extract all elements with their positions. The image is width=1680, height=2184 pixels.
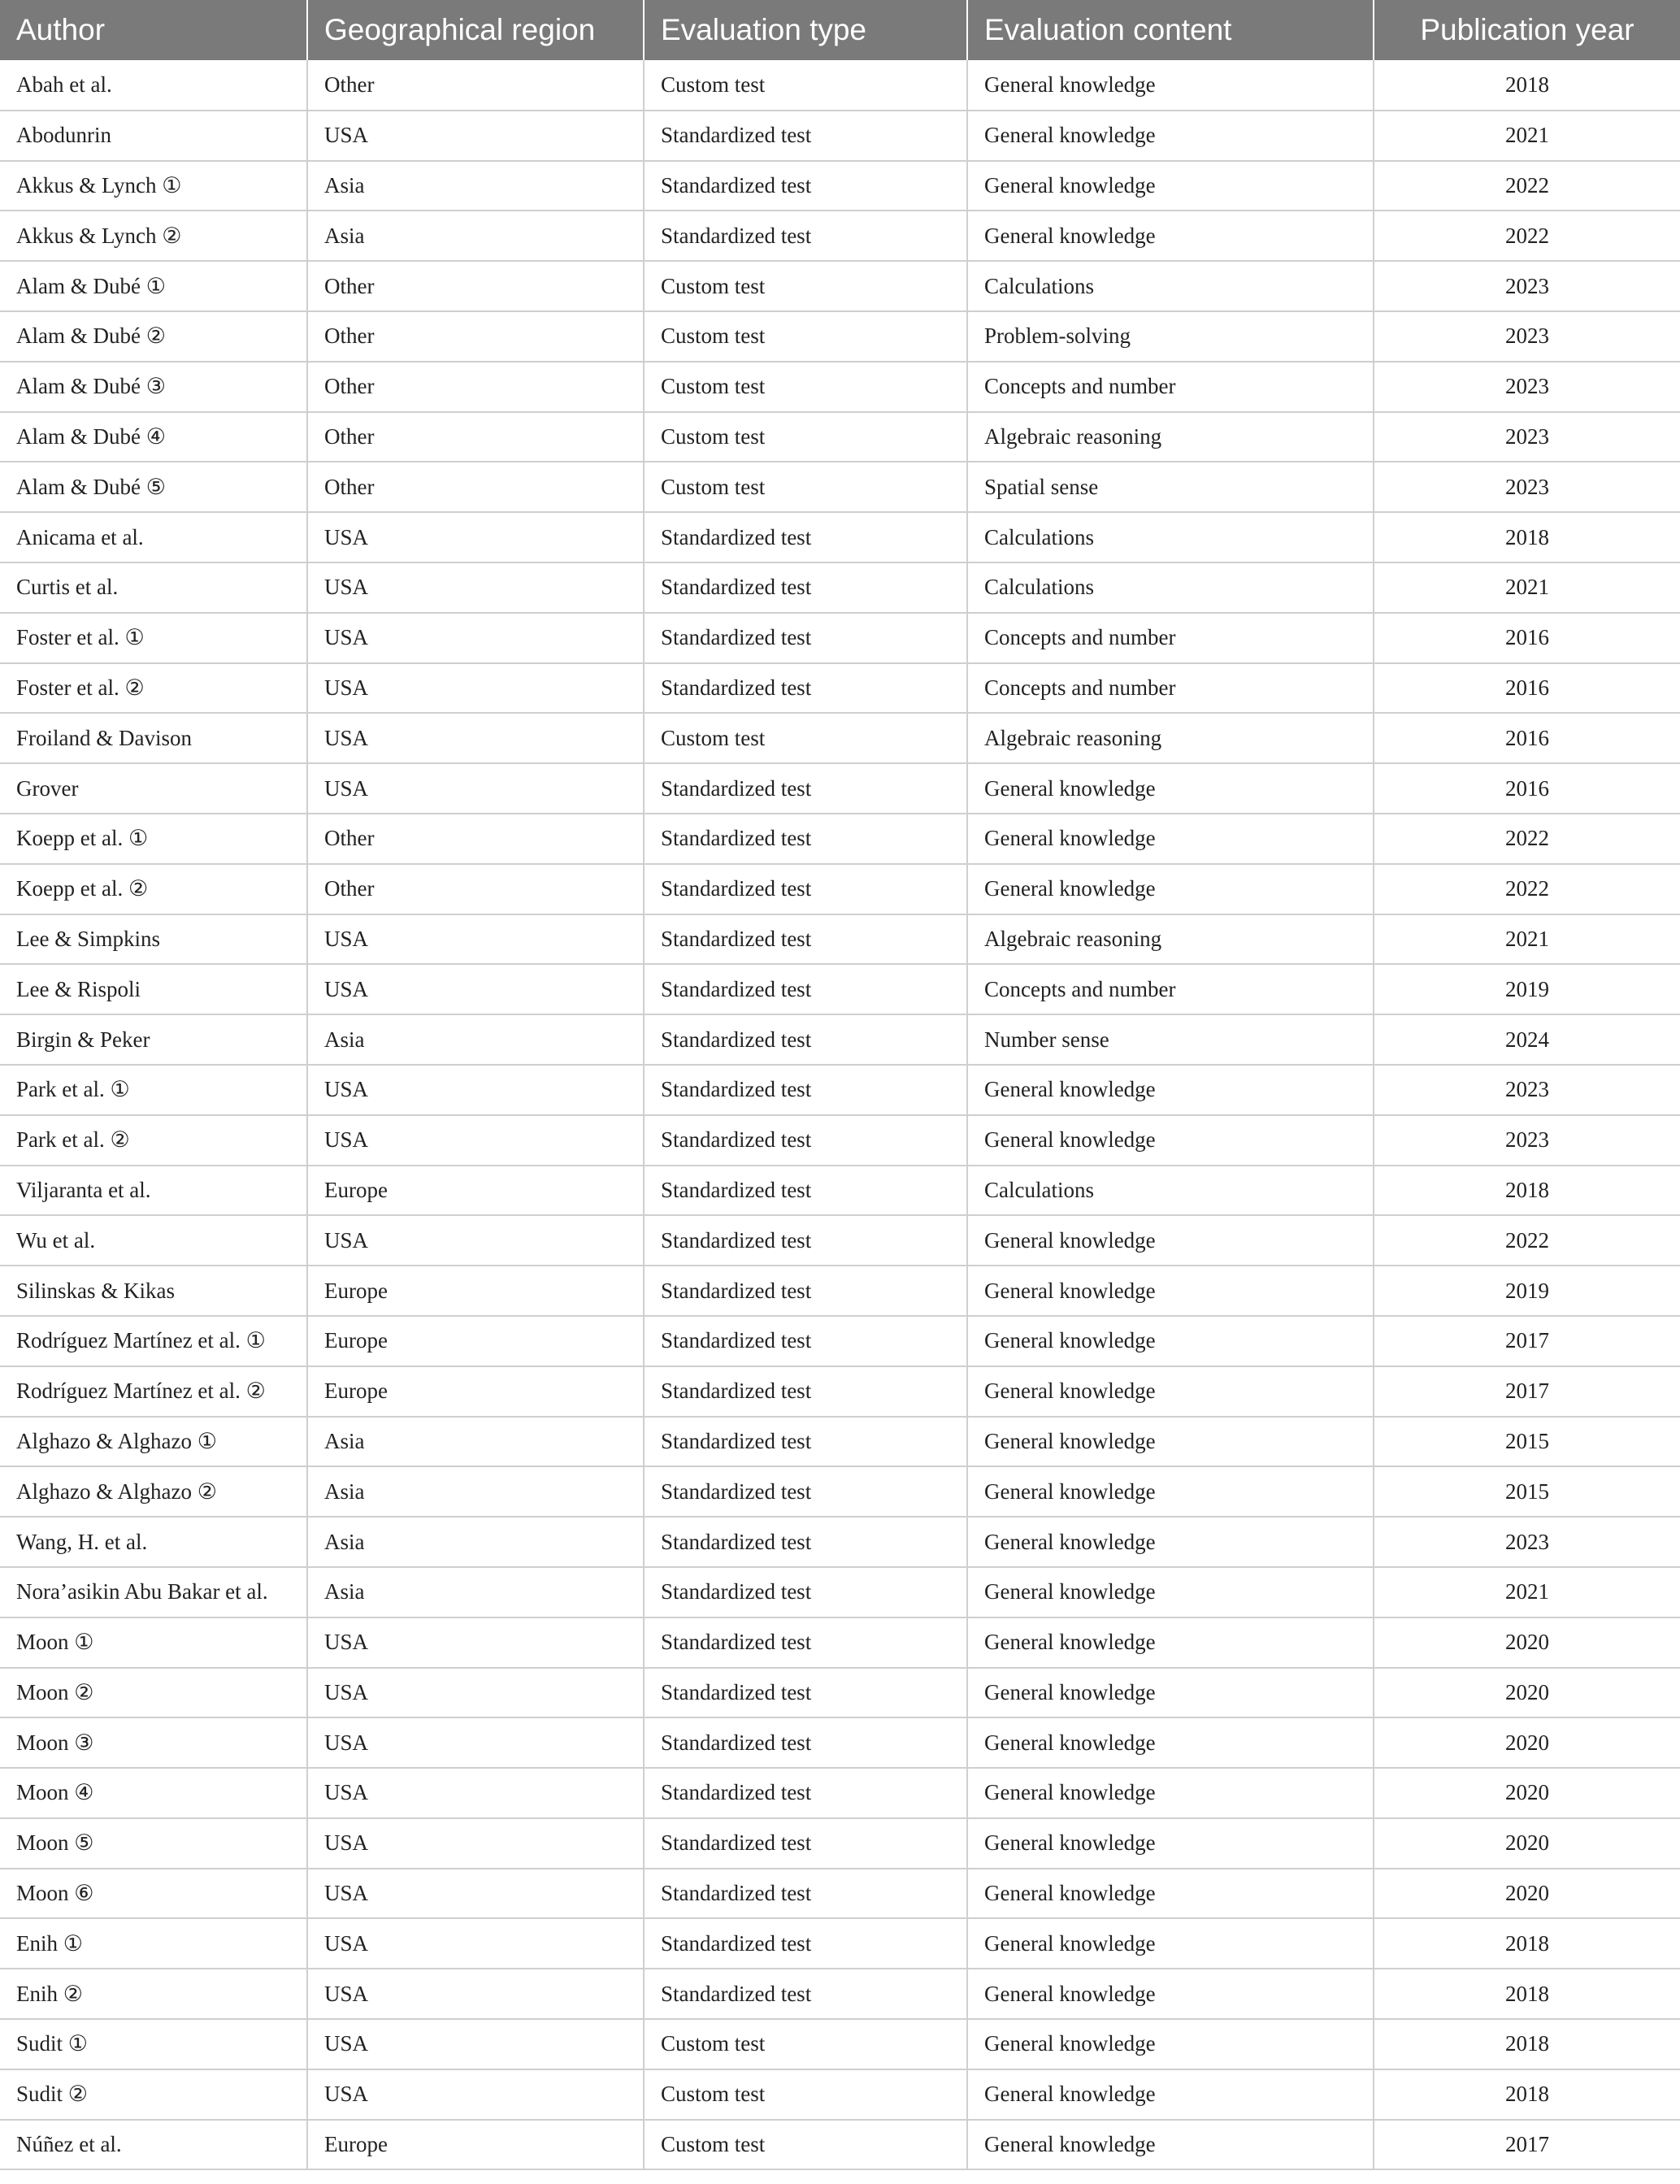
table-row bbox=[0, 964, 1680, 1014]
cell-evaluation-content: General knowledge bbox=[967, 814, 1374, 864]
cell-author: Moon ① bbox=[0, 1617, 307, 1668]
cell-region: Other bbox=[307, 412, 644, 462]
cell-region: USA bbox=[307, 111, 644, 161]
cell-evaluation-content: Algebraic reasoning bbox=[967, 914, 1374, 965]
cell-evaluation-content: General knowledge bbox=[967, 60, 1374, 111]
cell-evaluation-content: Algebraic reasoning bbox=[967, 412, 1374, 462]
cell-evaluation-type: Standardized test bbox=[644, 1717, 967, 1768]
cell-author: Abodunrin bbox=[0, 111, 307, 161]
table-row bbox=[0, 613, 1680, 663]
cell-region: USA bbox=[307, 1918, 644, 1969]
cell-author: Wu et al. bbox=[0, 1215, 307, 1266]
cell-author: Moon ⑥ bbox=[0, 1869, 307, 1919]
cell-evaluation-content: General knowledge bbox=[967, 1717, 1374, 1768]
cell-author: Koepp et al. ① bbox=[0, 814, 307, 864]
cell-evaluation-content: General knowledge bbox=[967, 1768, 1374, 1818]
cell-year: 2020 bbox=[1374, 1768, 1680, 1818]
cell-evaluation-content: Spatial sense bbox=[967, 462, 1374, 512]
cell-region: Asia bbox=[307, 1466, 644, 1517]
cell-author: Lee & Simpkins bbox=[0, 914, 307, 965]
cell-evaluation-content: General knowledge bbox=[967, 1065, 1374, 1115]
table-row bbox=[0, 1768, 1680, 1818]
cell-evaluation-type: Custom test bbox=[644, 362, 967, 412]
cell-evaluation-content: Calculations bbox=[967, 1166, 1374, 1216]
cell-author: Sudit ① bbox=[0, 2019, 307, 2069]
cell-year: 2017 bbox=[1374, 2120, 1680, 2170]
cell-evaluation-content: General knowledge bbox=[967, 211, 1374, 261]
table-row bbox=[0, 211, 1680, 261]
cell-evaluation-type: Standardized test bbox=[644, 1918, 967, 1969]
cell-author: Alghazo & Alghazo ① bbox=[0, 1417, 307, 1467]
cell-evaluation-content: General knowledge bbox=[967, 161, 1374, 211]
cell-evaluation-content: General knowledge bbox=[967, 1668, 1374, 1718]
cell-evaluation-type: Standardized test bbox=[644, 1417, 967, 1467]
cell-region: USA bbox=[307, 763, 644, 814]
table-row bbox=[0, 261, 1680, 311]
cell-author: Silinskas & Kikas bbox=[0, 1266, 307, 1316]
cell-author: Rodríguez Martínez et al. ① bbox=[0, 1316, 307, 1366]
cell-evaluation-content: General knowledge bbox=[967, 1567, 1374, 1617]
cell-evaluation-type: Standardized test bbox=[644, 914, 967, 965]
table-row bbox=[0, 1065, 1680, 1115]
table-row bbox=[0, 60, 1680, 111]
cell-author: Alam & Dubé ③ bbox=[0, 362, 307, 412]
cell-author: Moon ③ bbox=[0, 1717, 307, 1768]
cell-evaluation-type: Standardized test bbox=[644, 1366, 967, 1417]
table-row bbox=[0, 412, 1680, 462]
table-row bbox=[0, 1717, 1680, 1768]
cell-year: 2018 bbox=[1374, 2019, 1680, 2069]
cell-evaluation-content: General knowledge bbox=[967, 1617, 1374, 1668]
cell-region: USA bbox=[307, 1668, 644, 1718]
header-publication-year: Publication year bbox=[1420, 13, 1634, 46]
table-row bbox=[0, 111, 1680, 161]
cell-region: Europe bbox=[307, 1166, 644, 1216]
cell-evaluation-content: General knowledge bbox=[967, 1316, 1374, 1366]
header-author: Author bbox=[0, 0, 307, 60]
cell-region: USA bbox=[307, 562, 644, 613]
cell-region: Other bbox=[307, 261, 644, 311]
cell-year: 2020 bbox=[1374, 1668, 1680, 1718]
cell-year: 2015 bbox=[1374, 1466, 1680, 1517]
cell-author: Alghazo & Alghazo ② bbox=[0, 1466, 307, 1517]
cell-year: 2018 bbox=[1374, 1918, 1680, 1969]
table-row bbox=[0, 1869, 1680, 1919]
cell-author: Grover bbox=[0, 763, 307, 814]
cell-year: 2018 bbox=[1374, 1969, 1680, 2019]
cell-year: 2022 bbox=[1374, 814, 1680, 864]
cell-author: Rodríguez Martínez et al. ② bbox=[0, 1366, 307, 1417]
cell-evaluation-type: Custom test bbox=[644, 261, 967, 311]
cell-year: 2023 bbox=[1374, 462, 1680, 512]
table-row bbox=[0, 161, 1680, 211]
header-evaluation-type: Evaluation type bbox=[644, 0, 967, 60]
cell-evaluation-content: General knowledge bbox=[967, 1918, 1374, 1969]
table-row bbox=[0, 362, 1680, 412]
cell-region: USA bbox=[307, 1115, 644, 1166]
cell-evaluation-content: Concepts and number bbox=[967, 964, 1374, 1014]
cell-evaluation-type: Custom test bbox=[644, 2069, 967, 2120]
cell-evaluation-content: Calculations bbox=[967, 562, 1374, 613]
cell-author: Park et al. ① bbox=[0, 1065, 307, 1115]
cell-author: Curtis et al. bbox=[0, 562, 307, 613]
cell-year: 2023 bbox=[1374, 362, 1680, 412]
table-row bbox=[0, 311, 1680, 362]
cell-year: 2022 bbox=[1374, 211, 1680, 261]
cell-year: 2019 bbox=[1374, 964, 1680, 1014]
cell-author: Alam & Dubé ② bbox=[0, 311, 307, 362]
cell-region: USA bbox=[307, 964, 644, 1014]
table-row bbox=[0, 1567, 1680, 1617]
cell-evaluation-type: Standardized test bbox=[644, 1869, 967, 1919]
cell-evaluation-type: Standardized test bbox=[644, 1215, 967, 1266]
cell-evaluation-type: Standardized test bbox=[644, 1266, 967, 1316]
cell-year: 2021 bbox=[1374, 1567, 1680, 1617]
table-row bbox=[0, 1014, 1680, 1065]
table-row bbox=[0, 462, 1680, 512]
cell-year: 2023 bbox=[1374, 412, 1680, 462]
cell-region: USA bbox=[307, 1768, 644, 1818]
table-body bbox=[0, 60, 1680, 2169]
table-row bbox=[0, 1417, 1680, 1467]
cell-region: USA bbox=[307, 1818, 644, 1869]
header-row bbox=[0, 0, 1680, 60]
cell-evaluation-type: Standardized test bbox=[644, 1065, 967, 1115]
table-row bbox=[0, 1266, 1680, 1316]
table-row bbox=[0, 1316, 1680, 1366]
cell-author: Sudit ② bbox=[0, 2069, 307, 2120]
table-row bbox=[0, 864, 1680, 914]
cell-evaluation-content: Number sense bbox=[967, 1014, 1374, 1065]
cell-year: 2020 bbox=[1374, 1717, 1680, 1768]
cell-author: Enih ② bbox=[0, 1969, 307, 2019]
cell-year: 2021 bbox=[1374, 562, 1680, 613]
cell-year: 2016 bbox=[1374, 713, 1680, 763]
cell-evaluation-content: Calculations bbox=[967, 512, 1374, 562]
cell-author: Anicama et al. bbox=[0, 512, 307, 562]
cell-year: 2022 bbox=[1374, 864, 1680, 914]
cell-evaluation-content: Algebraic reasoning bbox=[967, 713, 1374, 763]
cell-region: USA bbox=[307, 1969, 644, 2019]
cell-author: Enih ① bbox=[0, 1918, 307, 1969]
cell-region: Asia bbox=[307, 161, 644, 211]
cell-author: Akkus & Lynch ① bbox=[0, 161, 307, 211]
table-header bbox=[0, 0, 1680, 60]
cell-evaluation-type: Standardized test bbox=[644, 211, 967, 261]
cell-evaluation-content: General knowledge bbox=[967, 1417, 1374, 1467]
table-row bbox=[0, 1617, 1680, 1668]
cell-year: 2023 bbox=[1374, 1517, 1680, 1567]
cell-evaluation-content: General knowledge bbox=[967, 1818, 1374, 1869]
cell-evaluation-content: General knowledge bbox=[967, 763, 1374, 814]
table-row bbox=[0, 814, 1680, 864]
cell-evaluation-type: Standardized test bbox=[644, 1969, 967, 2019]
cell-evaluation-type: Standardized test bbox=[644, 1768, 967, 1818]
cell-evaluation-content: General knowledge bbox=[967, 2019, 1374, 2069]
cell-region: USA bbox=[307, 1617, 644, 1668]
cell-evaluation-content: General knowledge bbox=[967, 864, 1374, 914]
table-row bbox=[0, 1517, 1680, 1567]
cell-year: 2018 bbox=[1374, 512, 1680, 562]
cell-evaluation-type: Standardized test bbox=[644, 1166, 967, 1216]
cell-year: 2023 bbox=[1374, 1065, 1680, 1115]
cell-year: 2023 bbox=[1374, 311, 1680, 362]
cell-evaluation-type: Standardized test bbox=[644, 814, 967, 864]
cell-year: 2021 bbox=[1374, 111, 1680, 161]
cell-evaluation-type: Standardized test bbox=[644, 864, 967, 914]
cell-region: Europe bbox=[307, 1266, 644, 1316]
cell-year: 2016 bbox=[1374, 763, 1680, 814]
cell-evaluation-content: General knowledge bbox=[967, 1869, 1374, 1919]
cell-year: 2018 bbox=[1374, 1166, 1680, 1216]
cell-region: Other bbox=[307, 362, 644, 412]
table-row bbox=[0, 1918, 1680, 1969]
cell-evaluation-content: Concepts and number bbox=[967, 362, 1374, 412]
table-row bbox=[0, 1166, 1680, 1216]
cell-evaluation-type: Custom test bbox=[644, 462, 967, 512]
cell-evaluation-type: Standardized test bbox=[644, 111, 967, 161]
cell-evaluation-content: General knowledge bbox=[967, 2069, 1374, 2120]
cell-evaluation-type: Standardized test bbox=[644, 763, 967, 814]
table-row bbox=[0, 914, 1680, 965]
cell-author: Núñez et al. bbox=[0, 2120, 307, 2170]
cell-region: USA bbox=[307, 613, 644, 663]
cell-region: Asia bbox=[307, 1517, 644, 1567]
cell-region: Other bbox=[307, 814, 644, 864]
cell-author: Lee & Rispoli bbox=[0, 964, 307, 1014]
cell-evaluation-type: Custom test bbox=[644, 713, 967, 763]
cell-evaluation-type: Standardized test bbox=[644, 613, 967, 663]
table-row bbox=[0, 1668, 1680, 1718]
cell-region: Other bbox=[307, 864, 644, 914]
cell-evaluation-type: Standardized test bbox=[644, 1818, 967, 1869]
cell-evaluation-content: General knowledge bbox=[967, 1115, 1374, 1166]
cell-evaluation-type: Standardized test bbox=[644, 1014, 967, 1065]
cell-year: 2017 bbox=[1374, 1316, 1680, 1366]
cell-region: Asia bbox=[307, 1567, 644, 1617]
cell-evaluation-type: Standardized test bbox=[644, 1466, 967, 1517]
cell-evaluation-type: Standardized test bbox=[644, 562, 967, 613]
table-row bbox=[0, 1366, 1680, 1417]
cell-region: USA bbox=[307, 1869, 644, 1919]
cell-evaluation-type: Standardized test bbox=[644, 1617, 967, 1668]
cell-author: Park et al. ② bbox=[0, 1115, 307, 1166]
table-row bbox=[0, 1818, 1680, 1869]
cell-year: 2020 bbox=[1374, 1617, 1680, 1668]
cell-year: 2017 bbox=[1374, 1366, 1680, 1417]
cell-author: Koepp et al. ② bbox=[0, 864, 307, 914]
cell-region: USA bbox=[307, 1717, 644, 1768]
cell-evaluation-content: Concepts and number bbox=[967, 613, 1374, 663]
cell-evaluation-type: Standardized test bbox=[644, 1668, 967, 1718]
cell-evaluation-content: General knowledge bbox=[967, 1969, 1374, 2019]
table-row bbox=[0, 713, 1680, 763]
header-evaluation-content: Evaluation content bbox=[967, 0, 1374, 60]
cell-year: 2023 bbox=[1374, 1115, 1680, 1166]
cell-author: Moon ④ bbox=[0, 1768, 307, 1818]
cell-year: 2018 bbox=[1374, 2069, 1680, 2120]
cell-evaluation-content: Calculations bbox=[967, 261, 1374, 311]
cell-region: Europe bbox=[307, 2120, 644, 2170]
cell-year: 2016 bbox=[1374, 663, 1680, 714]
table-row bbox=[0, 663, 1680, 714]
table-row bbox=[0, 2069, 1680, 2120]
cell-year: 2018 bbox=[1374, 60, 1680, 111]
cell-region: Asia bbox=[307, 1014, 644, 1065]
cell-year: 2021 bbox=[1374, 914, 1680, 965]
cell-evaluation-type: Custom test bbox=[644, 311, 967, 362]
cell-year: 2020 bbox=[1374, 1818, 1680, 1869]
cell-evaluation-type: Standardized test bbox=[644, 1316, 967, 1366]
table-row bbox=[0, 562, 1680, 613]
cell-evaluation-content: Concepts and number bbox=[967, 663, 1374, 714]
cell-evaluation-content: General knowledge bbox=[967, 1215, 1374, 1266]
cell-region: Asia bbox=[307, 1417, 644, 1467]
table-row bbox=[0, 1115, 1680, 1166]
cell-author: Nora’asikin Abu Bakar et al. bbox=[0, 1567, 307, 1617]
cell-evaluation-type: Standardized test bbox=[644, 512, 967, 562]
cell-author: Alam & Dubé ⑤ bbox=[0, 462, 307, 512]
cell-region: USA bbox=[307, 1215, 644, 1266]
cell-region: USA bbox=[307, 713, 644, 763]
cell-region: Other bbox=[307, 462, 644, 512]
cell-region: Other bbox=[307, 60, 644, 111]
cell-region: USA bbox=[307, 1065, 644, 1115]
cell-evaluation-content: General knowledge bbox=[967, 1517, 1374, 1567]
table-row bbox=[0, 763, 1680, 814]
cell-evaluation-content: General knowledge bbox=[967, 1266, 1374, 1316]
cell-year: 2022 bbox=[1374, 1215, 1680, 1266]
cell-evaluation-content: General knowledge bbox=[967, 1466, 1374, 1517]
header-geographical-region: Geographical region bbox=[307, 0, 644, 60]
cell-evaluation-type: Standardized test bbox=[644, 964, 967, 1014]
cell-author: Alam & Dubé ① bbox=[0, 261, 307, 311]
cell-evaluation-content: General knowledge bbox=[967, 111, 1374, 161]
cell-author: Moon ② bbox=[0, 1668, 307, 1718]
cell-year: 2015 bbox=[1374, 1417, 1680, 1467]
cell-region: Europe bbox=[307, 1316, 644, 1366]
table-row bbox=[0, 2019, 1680, 2069]
table-row bbox=[0, 1969, 1680, 2019]
cell-evaluation-type: Standardized test bbox=[644, 1115, 967, 1166]
cell-author: Abah et al. bbox=[0, 60, 307, 111]
cell-author: Viljaranta et al. bbox=[0, 1166, 307, 1216]
cell-year: 2019 bbox=[1374, 1266, 1680, 1316]
cell-author: Wang, H. et al. bbox=[0, 1517, 307, 1567]
cell-region: Other bbox=[307, 311, 644, 362]
cell-evaluation-content: General knowledge bbox=[967, 1366, 1374, 1417]
cell-evaluation-content: Problem-solving bbox=[967, 311, 1374, 362]
cell-author: Birgin & Peker bbox=[0, 1014, 307, 1065]
cell-author: Akkus & Lynch ② bbox=[0, 211, 307, 261]
cell-year: 2022 bbox=[1374, 161, 1680, 211]
cell-region: USA bbox=[307, 2019, 644, 2069]
cell-evaluation-type: Custom test bbox=[644, 2120, 967, 2170]
cell-evaluation-content: General knowledge bbox=[967, 2120, 1374, 2170]
table-row bbox=[0, 512, 1680, 562]
cell-region: USA bbox=[307, 914, 644, 965]
table-row bbox=[0, 1466, 1680, 1517]
cell-evaluation-type: Custom test bbox=[644, 60, 967, 111]
table-row bbox=[0, 2120, 1680, 2170]
cell-region: Europe bbox=[307, 1366, 644, 1417]
cell-evaluation-type: Custom test bbox=[644, 2019, 967, 2069]
cell-region: Asia bbox=[307, 211, 644, 261]
cell-year: 2024 bbox=[1374, 1014, 1680, 1065]
cell-author: Foster et al. ② bbox=[0, 663, 307, 714]
table-row bbox=[0, 1215, 1680, 1266]
cell-evaluation-type: Standardized test bbox=[644, 1567, 967, 1617]
cell-author: Moon ⑤ bbox=[0, 1818, 307, 1869]
cell-year: 2020 bbox=[1374, 1869, 1680, 1919]
cell-evaluation-type: Standardized test bbox=[644, 1517, 967, 1567]
cell-year: 2016 bbox=[1374, 613, 1680, 663]
cell-region: USA bbox=[307, 2069, 644, 2120]
cell-year: 2023 bbox=[1374, 261, 1680, 311]
cell-evaluation-type: Standardized test bbox=[644, 161, 967, 211]
cell-author: Alam & Dubé ④ bbox=[0, 412, 307, 462]
cell-region: USA bbox=[307, 512, 644, 562]
cell-evaluation-type: Standardized test bbox=[644, 663, 967, 714]
cell-author: Froiland & Davison bbox=[0, 713, 307, 763]
cell-author: Foster et al. ① bbox=[0, 613, 307, 663]
cell-region: USA bbox=[307, 663, 644, 714]
cell-evaluation-type: Custom test bbox=[644, 412, 967, 462]
